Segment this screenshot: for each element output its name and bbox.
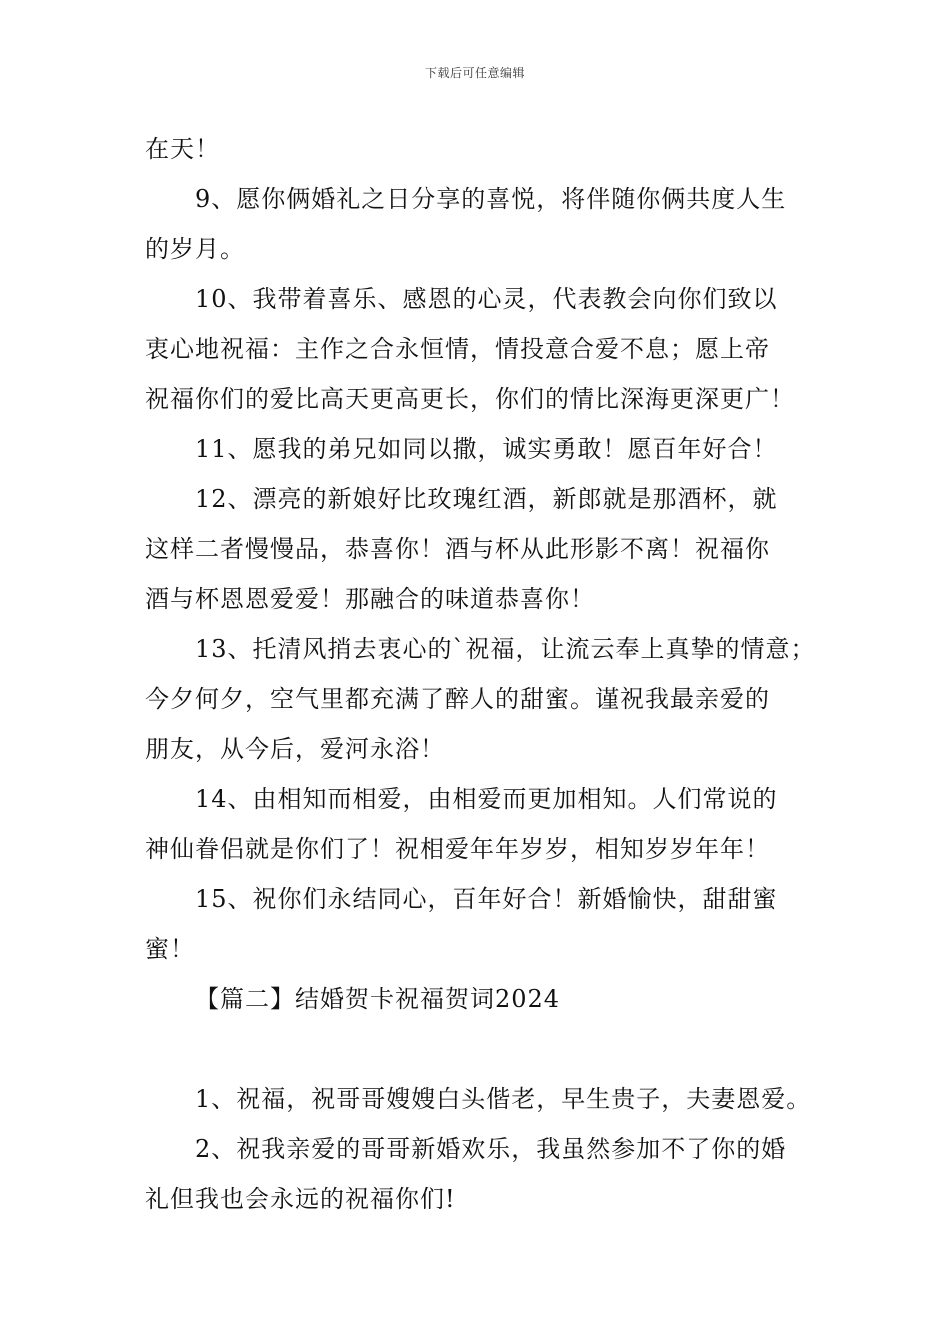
text-line: 礼但我也会永远的祝福你们!	[145, 1185, 456, 1213]
text-line: 12、漂亮的新娘好比玫瑰红酒，新郎就是那酒杯，就	[195, 485, 778, 513]
text-line: 15、祝你们永结同心，百年好合！新婚愉快，甜甜蜜	[195, 885, 778, 913]
text-line: 11、愿我的弟兄如同以撒，诚实勇敢！愿百年好合！	[195, 435, 778, 463]
text-line: 2、祝我亲爱的哥哥新婚欢乐，我虽然参加不了你的婚	[195, 1135, 787, 1163]
text-line: 14、由相知而相爱，由相爱而更加相知。人们常说的	[195, 785, 778, 813]
text-line: 在天！	[145, 135, 220, 163]
text-line: 酒与杯恩恩爱爱！那融合的味道恭喜你！	[145, 585, 595, 613]
text-line: 蜜！	[145, 935, 195, 963]
text-line: 这样二者慢慢品，恭喜你！酒与杯从此形影不离！祝福你	[145, 535, 770, 563]
text-line: 13、托清风捎去衷心的`祝福，让流云奉上真挚的情意；	[195, 635, 816, 663]
page-header: 下载后可任意编辑	[424, 66, 525, 80]
text-line: 衷心地祝福：主作之合永恒情，情投意合爱不息；愿上帝	[145, 335, 770, 363]
text-line: 神仙眷侣就是你们了！祝相爱年年岁岁，相知岁岁年年！	[145, 835, 770, 863]
text-line: 今夕何夕，空气里都充满了醉人的甜蜜。谨祝我最亲爱的	[145, 685, 770, 713]
text-line: 1、祝福，祝哥哥嫂嫂白头偕老，早生贵子，夫妻恩爱。	[195, 1085, 812, 1113]
text-line: 9、愿你俩婚礼之日分享的喜悦，将伴随你俩共度人生	[195, 185, 787, 213]
text-line: 10、我带着喜乐、感恩的心灵，代表教会向你们致以	[195, 285, 778, 313]
text-line: 祝福你们的爱比高天更高更长，你们的情比深海更深更广！	[145, 385, 795, 413]
section-heading: 【篇二】结婚贺卡祝福贺词2024	[195, 985, 561, 1013]
text-line: 朋友，从今后，爱河永浴！	[145, 735, 445, 763]
text-line: 的岁月。	[145, 235, 245, 263]
